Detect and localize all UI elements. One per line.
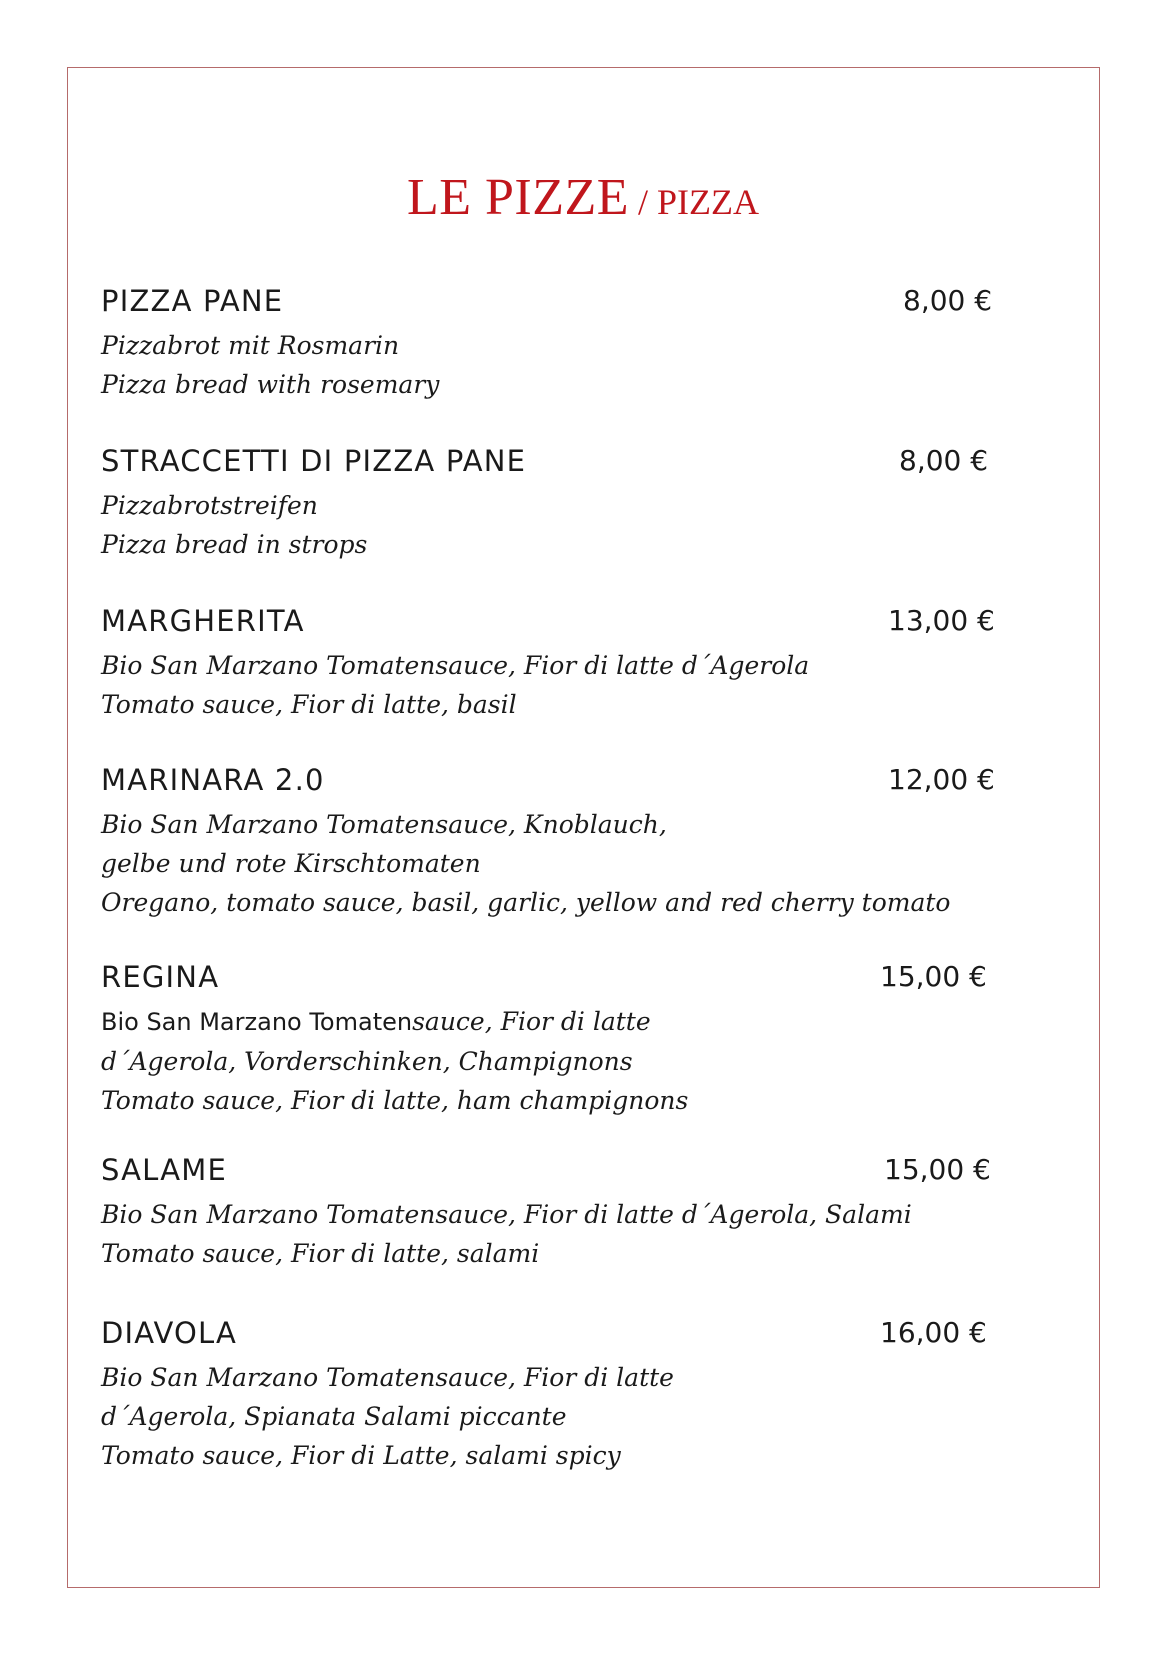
- item-name: DIAVOLA: [101, 1316, 238, 1350]
- item-description-en: Oregano, tomato sauce, basil, garlic, yellow and red cherry tomato: [101, 888, 951, 917]
- item-name: MARINARA 2.0: [101, 763, 325, 797]
- item-name: REGINA: [101, 960, 220, 994]
- menu-item-diavola: [101, 1316, 1051, 1475]
- item-description-de: Pizzabrot mit Rosmarin: [101, 331, 400, 360]
- menu-title: [0, 168, 1166, 227]
- item-description-en: Tomato sauce, Fior di latte, basil: [101, 690, 517, 719]
- item-description-en: Pizza bread with rosemary: [101, 370, 440, 399]
- item-description-en: Tomato sauce, Fior di latte, salami: [101, 1239, 540, 1268]
- title-sub: / PIZZA: [629, 182, 760, 222]
- item-description-de: d´Agerola, Vorderschinken, Champignons: [101, 1047, 633, 1076]
- menu-item-regina: [101, 960, 1051, 1120]
- item-price: 13,00 €: [888, 604, 995, 637]
- title-main: LE PIZZE: [406, 169, 630, 226]
- desc-upright-part: Bio San Marzano Tomaten: [101, 1008, 413, 1036]
- menu-item-straccetti: [101, 444, 1051, 564]
- menu-item-marinara: [101, 763, 1051, 922]
- item-price: 8,00 €: [899, 444, 989, 477]
- item-description-de: Bio San Marzano Tomatensauce, Fior di latte d´Agerola, Salami: [101, 1200, 912, 1229]
- item-description-en: Pizza bread in strops: [101, 530, 368, 559]
- item-description-de: [101, 1002, 1051, 1042]
- item-price: 12,00 €: [888, 763, 995, 796]
- item-description-de: gelbe und rote Kirschtomaten: [101, 849, 481, 878]
- item-name: STRACCETTI DI PIZZA PANE: [101, 444, 527, 478]
- item-price: 16,00 €: [880, 1316, 987, 1349]
- item-description-en: Tomato sauce, Fior di latte, ham champignons: [101, 1086, 689, 1115]
- item-description-en: Tomato sauce, Fior di Latte, salami spicy: [101, 1441, 621, 1470]
- item-price: 15,00 €: [880, 960, 987, 993]
- item-name: MARGHERITA: [101, 604, 305, 638]
- menu-item-salame: [101, 1153, 1051, 1273]
- item-description-de: Bio San Marzano Tomatensauce, Fior di latte: [101, 1363, 674, 1392]
- menu-item-pizza-pane: [101, 284, 1051, 404]
- desc-italic-part: sauce, Fior di latte: [412, 1007, 651, 1036]
- item-price: 15,00 €: [884, 1153, 991, 1186]
- item-description-de: Bio San Marzano Tomatensauce, Knoblauch,: [101, 810, 667, 839]
- item-description-de: Pizzabrotstreifen: [101, 491, 318, 520]
- item-description-de: Bio San Marzano Tomatensauce, Fior di latte d´Agerola: [101, 651, 810, 680]
- menu-item-margherita: [101, 604, 1051, 724]
- item-description-de: d´Agerola, Spianata Salami piccante: [101, 1402, 567, 1431]
- item-price: 8,00 €: [903, 284, 993, 317]
- item-name: PIZZA PANE: [101, 284, 284, 318]
- item-name: SALAME: [101, 1153, 227, 1187]
